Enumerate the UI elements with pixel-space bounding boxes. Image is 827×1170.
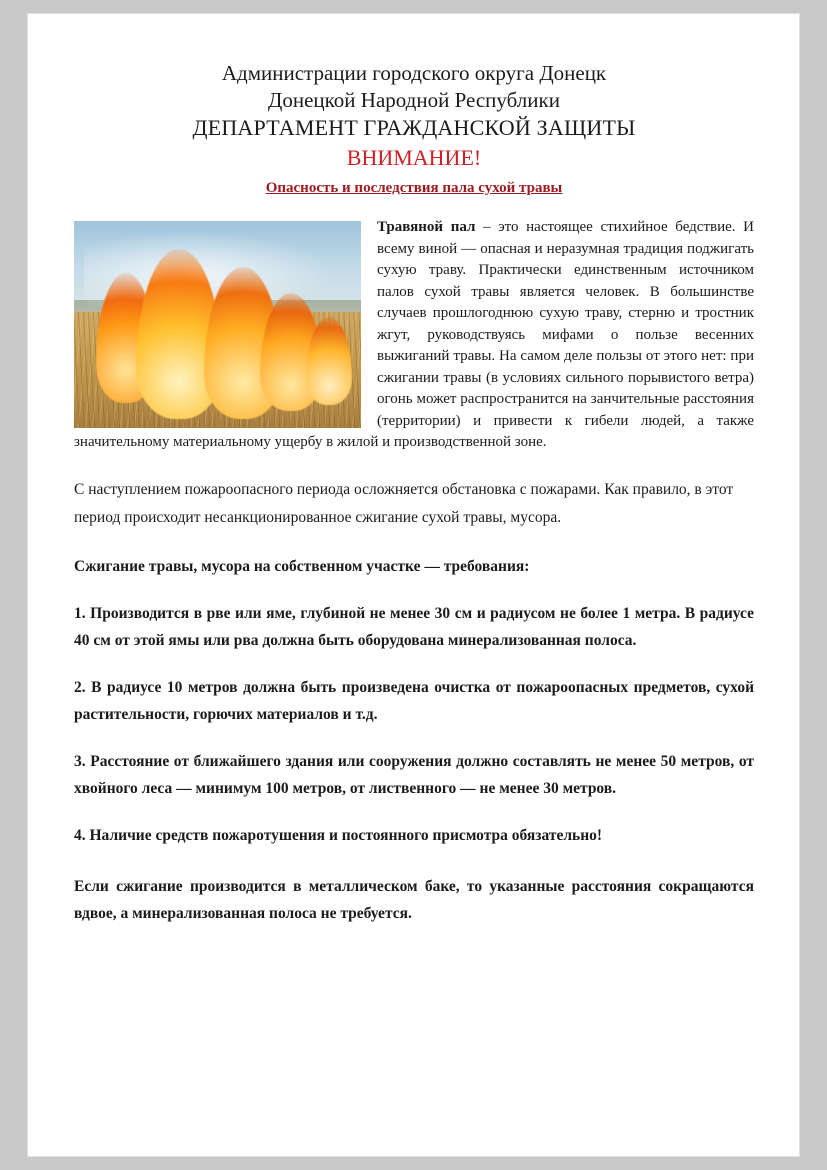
document-subtitle: Опасность и последствия пала сухой травы [265,180,563,196]
closing-note: Если сжигание производится в металлическом баке, то указанные расстояния сокращаются вдвое, а минерализованная полоса не требуется. [74,877,754,922]
document-header [74,60,754,199]
intro-block [74,217,754,454]
intro-lead: Травяной пал [377,219,476,235]
requirements-heading: Сжигание травы, мусора на собственном участке — требования: [74,557,530,575]
requirement-item-2: 2. В радиусе 10 метров должна быть произведена очистка от пожароопасных предметов, сухой растительности, горючих материалов и т.д. [74,678,754,723]
requirement-item-4: 4. Наличие средств пожаротушения и постоянного присмотра обязательно! [74,826,603,844]
header-line-2: Донецкой Народной Республики [268,88,560,112]
intro-text: – это настоящее стихийное бедствие. И всему виной — опасная и неразумная традиция поджигать сухую траву. Практически единственным источником палов сухой травы является человек. В большинстве случаев прошлогоднюю сухую траву, стерню и тростник жгут, руководствуясь мифами о пользе весенних выжиганий травы. На самом деле пользы от этого нет: при сжигании травы (в условиях сильного порывистого ветра) огонь может распространится на занчительные расстояния (территории) и привести к гибели людей, а также значительному материальному ущербу в жилой и производственной зоне. [74,219,754,450]
header-line-3: ДЕПАРТАМЕНТ ГРАЖДАНСКОЙ ЗАЩИТЫ [192,115,636,140]
body-paragraph: С наступлением пожароопасного периода осложняется обстановка с пожарами. Как правило, в этот период происходит несанкционированное сжигание сухой травы, мусора. [74,480,734,526]
document-page [28,14,799,1156]
requirement-item-3: 3. Расстояние от ближайшего здания или сооружения должно составлять не менее 50 метров, от хвойного леса — минимум 100 метров, от лиственного — не менее 30 метров. [74,752,754,797]
requirement-item-1: 1. Производится в рве или яме, глубиной не менее 30 см и радиусом не более 1 метра. В радиусе 40 см от этой ямы или рва должна быть оборудована минерализованная полоса. [74,604,754,649]
attention-title: ВНИМАНИЕ! [346,145,482,170]
header-line-1: Администрации городского округа Донецк [221,61,607,85]
grass-fire-image [74,221,361,428]
document-content [74,60,754,927]
